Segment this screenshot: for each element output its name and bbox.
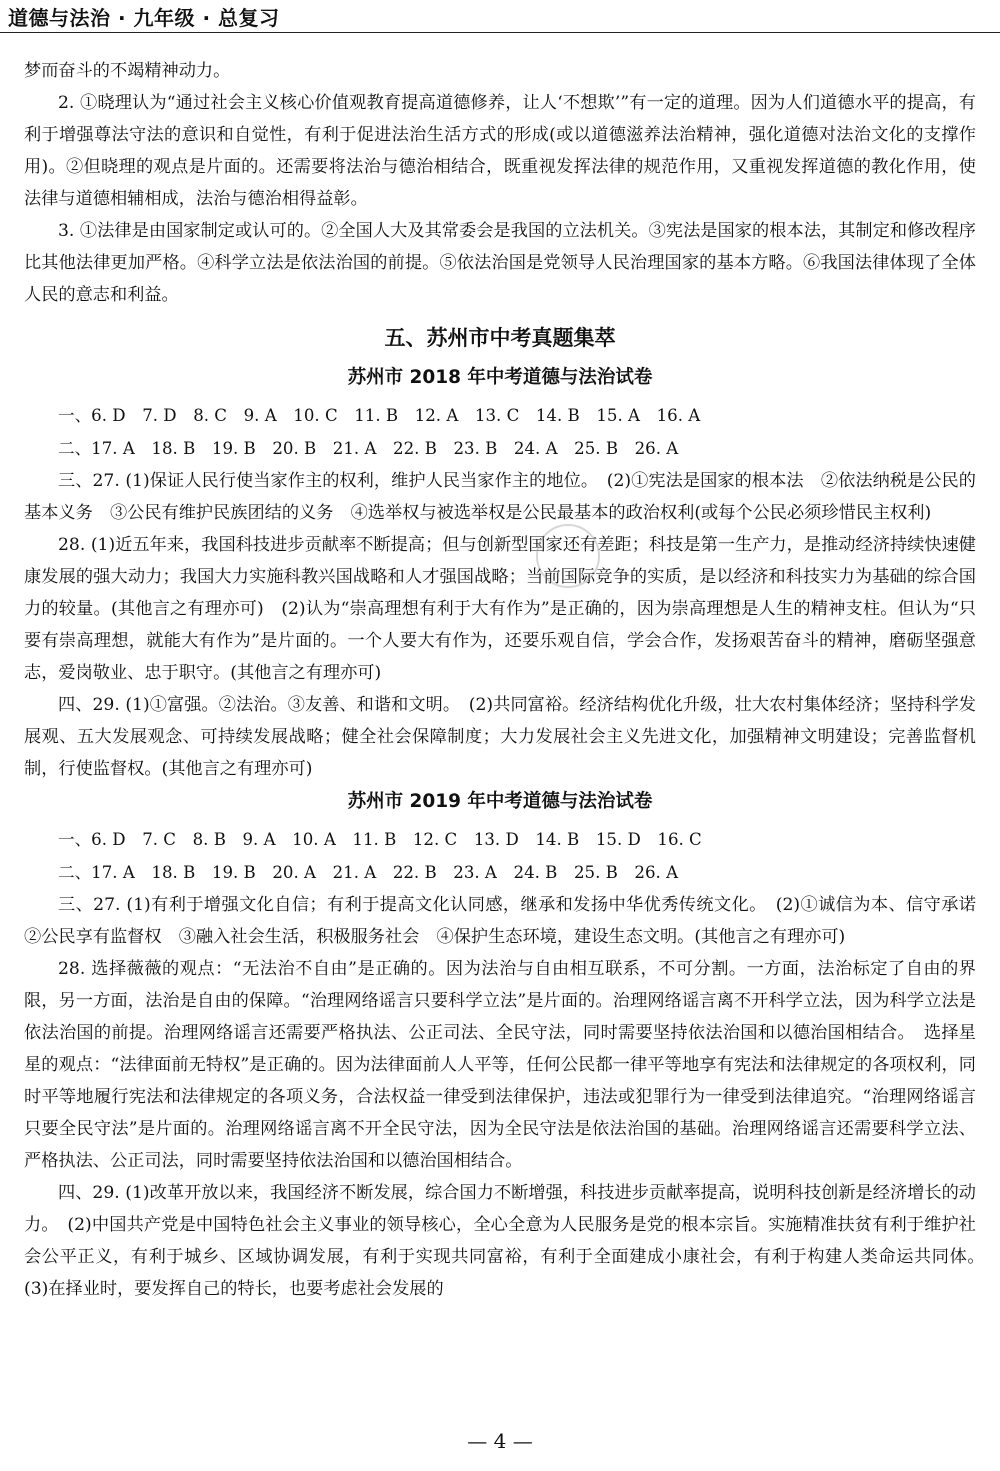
answer-row: 一、6. D 7. C 8. B 9. A 10. A 11. B 12. C 13. D 14. B 15. D 16. C xyxy=(58,830,702,849)
exam-title-2019: 苏州市 2019 年中考道德与法治试卷 xyxy=(347,791,653,812)
paragraph: 三、27. (1)保证人民行使当家作主的权利，维护人民当家作主的地位。 (2)①宪法是国家的根本法 ②依法纳税是公民的基本义务 ③公民有维护民族团结的义务 ④选举权与被选举权是公民最基本的政治权利(或每个公民必须珍惜民主权利) xyxy=(24,471,976,523)
page-number: — 4 — xyxy=(467,1429,533,1453)
paragraph: 28. (1)近五年来，我国科技进步贡献率不断提高；但与创新型国家还有差距；科技是第一生产力，是推动经济持续快速健康发展的强大动力；我国大力实施科教兴国战略和人才强国战略；当前国际竞争的实质，是以经济和科技实力为基础的综合国力的较量。(其他言之有理亦可) (2)认为“崇高理想有利于大有作为”是正确的，因为崇高理想是人生的精神支柱。但认为“只要有崇高理想，就能大有作为”是片面的。一个人要大有作为，还要乐观自信，学会合作，发扬艰苦奋斗的精神，磨砺坚强意志，爱岗敬业、忠于职守。(其他言之有理亦可) xyxy=(24,535,976,683)
section-title: 五、苏州市中考真题集萃 xyxy=(384,326,616,350)
paragraph: 三、27. (1)有利于增强文化自信；有利于提高文化认同感，继承和发扬中华优秀传统文化。 (2)①诚信为本、信守承诺 ②公民享有监督权 ③融入社会生活，积极服务社会 ④保护生态环境，建设生态文明。(其他言之有理亦可) xyxy=(24,895,994,947)
paragraph: 3. ①法律是由国家制定或认可的。②全国人大及其常委会是我国的立法机关。③宪法是国家的根本法，其制定和修改程序比其他法律更加严格。④科学立法是依法治国的前提。⑤依法治国是党领导人民治理国家的基本方略。⑥我国法律体现了全体人民的意志和利益。 xyxy=(24,221,976,305)
paragraph: 2. ①晓理认为“通过社会主义核心价值观教育提高道德修养，让人‘不想欺’”有一定的道理。因为人们道德水平的提高，有利于增强尊法守法的意识和自觉性，有利于促进法治生活方式的形成(或以道德滋养法治精神，强化道德对法治文化的支撑作用)。②但晓理的观点是片面的。还需要将法治与德治相结合，既重视发挥法律的规范作用，又重视发挥道德的教化作用，使法律与道德相辅相成，法治与德治相得益彰。 xyxy=(24,93,976,209)
page-content xyxy=(24,33,994,1305)
exam-title-2018: 苏州市 2018 年中考道德与法治试卷 xyxy=(347,367,653,388)
faint-stamp-mark xyxy=(536,524,600,588)
paragraph: 28. 选择薇薇的观点：“无法治不自由”是正确的。因为法治与自由相互联系，不可分割。一方面，法治标定了自由的界限，另一方面，法治是自由的保障。“治理网络谣言只要科学立法”是片面的。治理网络谣言离不开科学立法，因为科学立法是依法治国的前提。治理网络谣言还需要严格执法、公正司法、全民守法，同时需要坚持依法治国和以德治国相结合。 选择星星的观点：“法律面前无特权”是正确的。因为法律面前人人平等，任何公民都一律平等地享有宪法和法律规定的各项权利，同时平等地履行宪法和法律规定的各项义务，合法权益一律受到法律保护，违法或犯罪行为一律受到法律追究。“治理网络谣言只要全民守法”是片面的。治理网络谣言离不开全民守法，因为全民守法是依法治国的基础。治理网络谣言还需要科学立法、严格执法、公正司法，同时需要坚持依法治国和以德治国相结合。 xyxy=(24,959,976,1171)
paragraph: 四、29. (1)①富强。②法治。③友善、和谐和文明。 (2)共同富裕。经济结构优化升级，壮大农村集体经济；坚持科学发展观、五大发展观念、可持续发展战略；健全社会保障制度；大力发展社会主义先进文化，加强精神文明建设；完善监督机制，行使监督权。(其他言之有理亦可) xyxy=(24,695,976,779)
answer-row: 一、6. D 7. D 8. C 9. A 10. C 11. B 12. A 13. C 14. B 15. A 16. A xyxy=(58,406,701,425)
paragraph: 梦而奋斗的不竭精神动力。 xyxy=(24,61,231,81)
running-header xyxy=(0,0,1000,33)
header-title: 道德与法治 · 九年级 · 总复习 xyxy=(8,5,280,30)
paragraph: 四、29. (1)改革开放以来，我国经济不断发展，综合国力不断增强，科技进步贡献率提高，说明科技创新是经济增长的动力。 (2)中国共产党是中国特色社会主义事业的领导核心，全心全意为人民服务是党的根本宗旨。实施精准扶贫有利于维护社会公平正义，有利于城乡、区域协调发展，有利于实现共同富裕，有利于全面建成小康社会，有利于构建人类命运共同体。 (3)在择业时，要发挥自己的特长，也要考虑社会发展的 xyxy=(24,1183,994,1299)
answer-row: 二、17. A 18. B 19. B 20. A 21. A 22. B 23. A 24. B 25. B 26. A xyxy=(58,863,679,882)
answer-row: 二、17. A 18. B 19. B 20. B 21. A 22. B 23. B 24. A 25. B 26. A xyxy=(58,439,679,458)
